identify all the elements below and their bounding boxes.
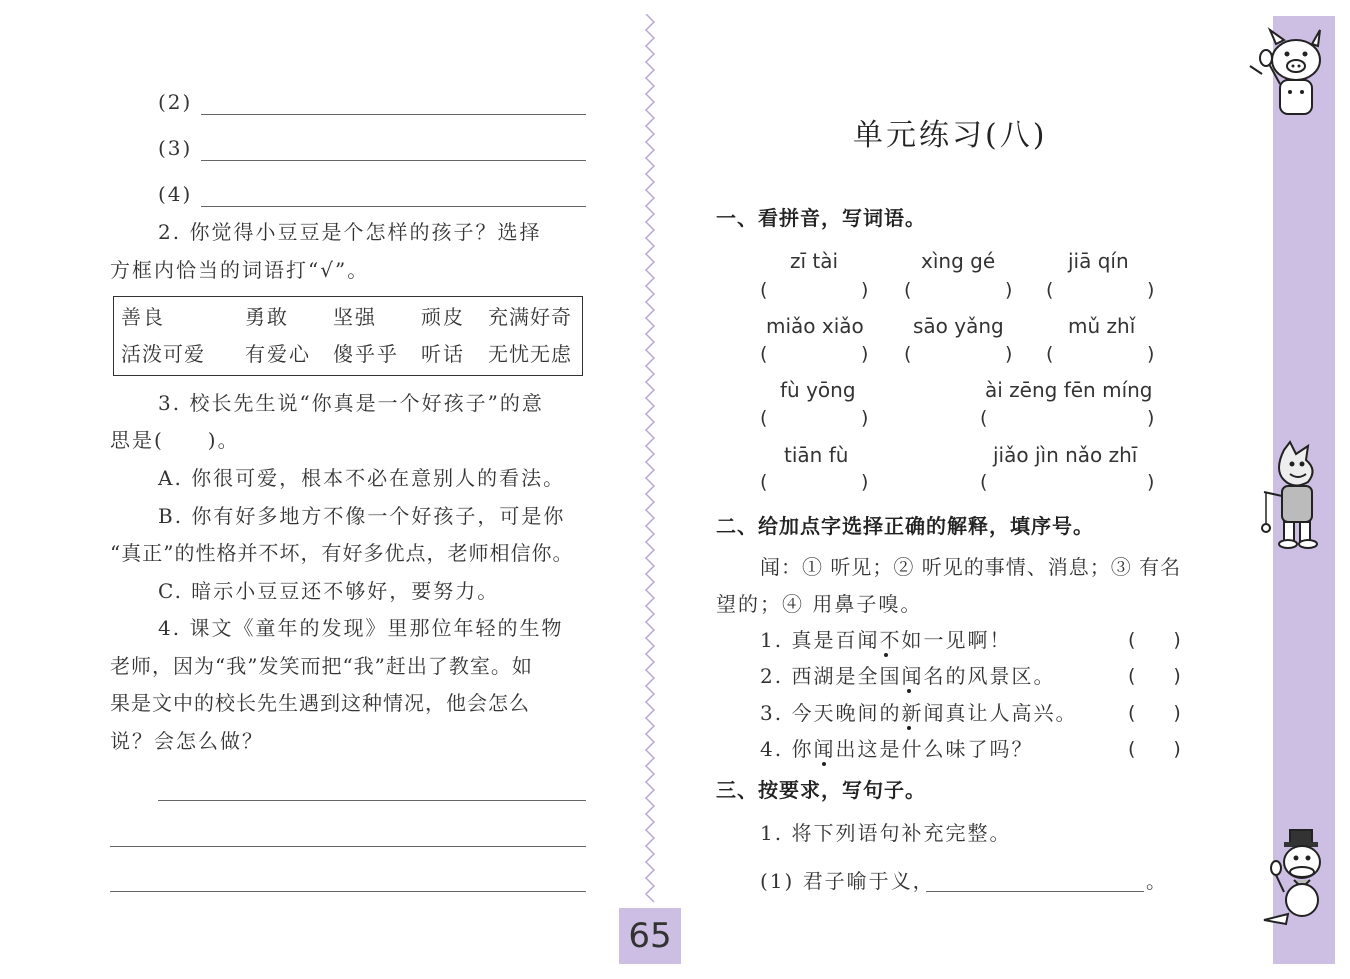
word-option[interactable]: 无忧无虑 [488, 342, 572, 366]
word-option[interactable]: 坚强 [333, 305, 377, 329]
pinyin: jiǎo jìn nǎo zhī [993, 443, 1138, 467]
q3-question-line1: 3. 校长先生说“你真是一个好孩子”的意 [158, 391, 544, 415]
answer-paren-close[interactable]: ) [1147, 471, 1155, 493]
fill-sentence-prefix: (1) 君子喻于义， [760, 869, 935, 893]
q1-item-3-label: (3) [158, 136, 193, 160]
q4-answer-line[interactable] [110, 846, 586, 847]
answer-paren[interactable]: ( ) [1128, 665, 1181, 687]
fill-sentence-line[interactable] [926, 891, 1144, 892]
emphasis-dot [822, 762, 826, 766]
pig-cartoon-icon [1238, 22, 1334, 126]
pinyin: xìng gé [921, 249, 996, 273]
q3-option-b-line2: “真正”的性格并不坏，有好多优点，老师相信你。 [110, 541, 574, 565]
emphasis-dot [884, 653, 888, 657]
q2-question-line1: 2. 你觉得小豆豆是个怎样的孩子？选择 [158, 220, 542, 244]
definition-line2: 望的；④ 用鼻子嗅。 [716, 592, 923, 616]
word-option[interactable]: 顽皮 [421, 305, 465, 329]
q1-item-4-label: (4) [158, 182, 193, 206]
question-item: 1. 真是百闻不如一见啊！ [760, 628, 1012, 652]
q3-option-c[interactable]: C. 暗示小豆豆还不够好，要努力。 [158, 579, 500, 603]
word-option[interactable]: 傻乎乎 [333, 342, 399, 366]
answer-paren[interactable]: ( ) [1128, 738, 1181, 760]
answer-paren-open[interactable]: ( [904, 279, 912, 301]
page-title: 单元练习(八) [853, 118, 1048, 153]
section3-instruction: 1. 将下列语句补充完整。 [760, 821, 1012, 845]
duck-cartoon-icon [1258, 828, 1334, 928]
definition-line1: 闻：① 听见；② 听见的事情、消息；③ 有名 [760, 555, 1182, 579]
section3-heading: 三、按要求，写句子。 [716, 778, 926, 802]
answer-paren[interactable]: ( ) [1128, 702, 1181, 724]
page-number: 65 [619, 908, 681, 964]
answer-paren-open[interactable]: ( [980, 407, 988, 429]
question-item: 2. 西湖是全国闻名的风景区。 [760, 664, 1056, 688]
q4-question-line3: 果是文中的校长先生遇到这种情况，他会怎么 [110, 691, 530, 715]
pinyin: zī tài [790, 249, 839, 273]
pinyin: ài zēng fēn míng [985, 378, 1153, 402]
fill-sentence-end: 。 [1146, 869, 1168, 893]
emphasis-dot [907, 726, 911, 730]
pinyin: miǎo xiǎo [766, 314, 864, 338]
word-option[interactable]: 善良 [121, 305, 165, 329]
wolf-cartoon-icon [1254, 440, 1334, 550]
q4-question-line2: 老师，因为“我”发笑而把“我”赶出了教室。如 [110, 654, 533, 678]
word-option[interactable]: 勇敢 [245, 305, 289, 329]
answer-paren-close[interactable]: ) [1147, 407, 1155, 429]
word-option[interactable]: 听话 [421, 342, 465, 366]
emphasis-dot [907, 689, 911, 693]
book-spine [643, 14, 657, 964]
word-option[interactable]: 活泼可爱 [121, 342, 205, 366]
pinyin: mǔ zhǐ [1068, 314, 1136, 338]
question-item: 4. 你闻出这是什么味了吗？ [760, 737, 1034, 761]
answer-paren-open[interactable]: ( [760, 407, 768, 429]
answer-paren-open[interactable]: ( [760, 471, 768, 493]
answer-paren-close[interactable]: ) [861, 343, 869, 365]
answer-paren-close[interactable]: ) [861, 471, 869, 493]
answer-paren-close[interactable]: ) [1005, 343, 1013, 365]
answer-paren-close[interactable]: ) [861, 279, 869, 301]
q3-question-line2: 思是( )。 [110, 428, 240, 452]
section1-heading: 一、看拼音，写词语。 [716, 206, 926, 230]
pinyin: jiā qín [1068, 249, 1129, 273]
answer-paren-open[interactable]: ( [760, 279, 768, 301]
q4-question-line1: 4. 课文《童年的发现》里那位年轻的生物 [158, 616, 564, 640]
q4-answer-line[interactable] [110, 891, 586, 892]
answer-paren-open[interactable]: ( [760, 343, 768, 365]
answer-paren-close[interactable]: ) [1005, 279, 1013, 301]
q3-option-b-line1[interactable]: B. 你有好多地方不像一个好孩子，可是你 [158, 504, 566, 528]
word-option[interactable]: 充满好奇 [488, 305, 572, 329]
answer-paren-open[interactable]: ( [1046, 279, 1054, 301]
answer-paren-open[interactable]: ( [980, 471, 988, 493]
q1-answer-line-2[interactable] [201, 114, 586, 115]
question-item: 3. 今天晚间的新闻真让人高兴。 [760, 701, 1078, 725]
answer-paren-open[interactable]: ( [904, 343, 912, 365]
q3-option-a[interactable]: A. 你很可爱，根本不必在意别人的看法。 [158, 466, 566, 490]
section2-heading: 二、给加点字选择正确的解释，填序号。 [716, 514, 1094, 538]
pinyin: sāo yǎng [913, 314, 1004, 338]
answer-paren-open[interactable]: ( [1046, 343, 1054, 365]
answer-paren-close[interactable]: ) [861, 407, 869, 429]
q4-question-line4: 说？会怎么做？ [110, 729, 264, 753]
q1-answer-line-3[interactable] [201, 160, 586, 161]
q4-answer-line[interactable] [158, 800, 586, 801]
pinyin: tiān fù [784, 443, 849, 467]
answer-paren[interactable]: ( ) [1128, 629, 1181, 651]
q1-item-2-label: (2) [158, 90, 193, 114]
answer-paren-close[interactable]: ) [1147, 343, 1155, 365]
answer-paren-close[interactable]: ) [1147, 279, 1155, 301]
q2-question-line2: 方框内恰当的词语打“√”。 [110, 258, 370, 282]
q1-answer-line-4[interactable] [201, 206, 586, 207]
word-option[interactable]: 有爱心 [245, 342, 311, 366]
pinyin: fù yōng [780, 378, 856, 402]
